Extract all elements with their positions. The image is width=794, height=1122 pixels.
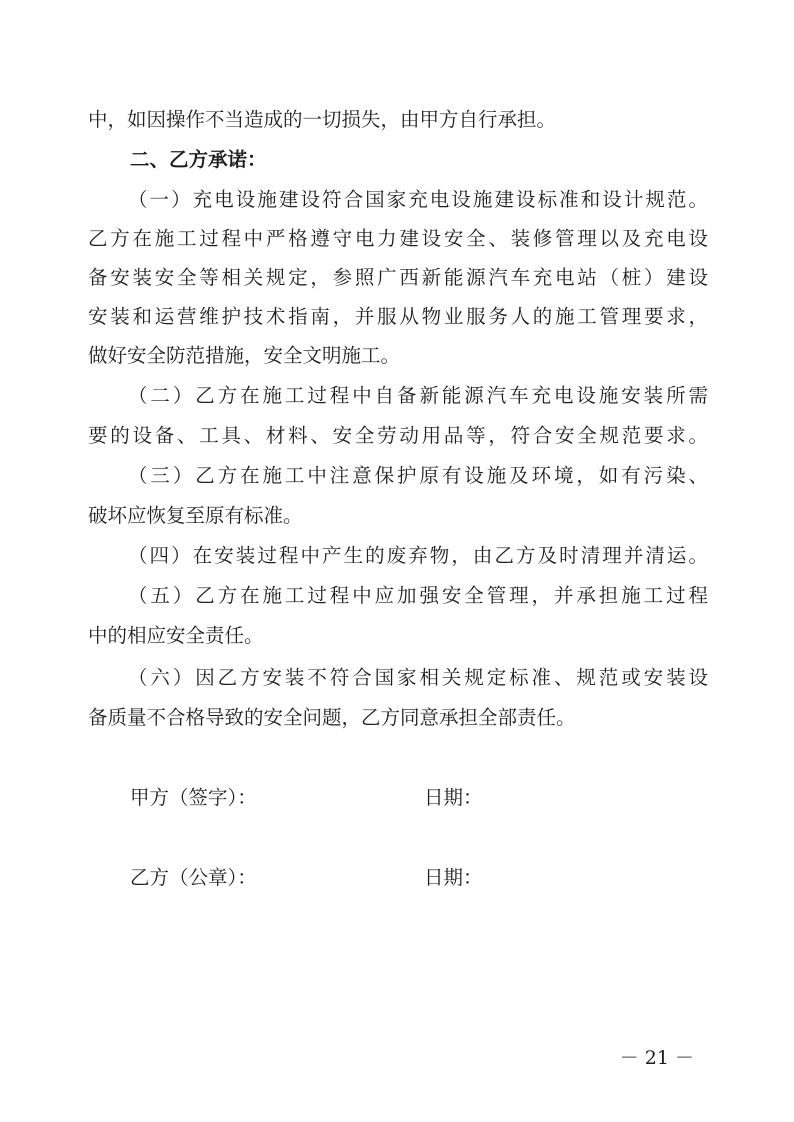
paragraph-line: 中的相应安全责任。 — [88, 624, 264, 647]
paragraph-line: 乙方在施工过程中严格遵守电力建设安全、装修管理以及充电设 — [88, 227, 708, 250]
paragraph-line: 中，如因操作不当造成的一切损失，由甲方自行承担。 — [88, 108, 557, 131]
paragraph-line: 备质量不合格导致的安全问题，乙方同意承担全部责任。 — [88, 706, 576, 729]
paragraph-line: （三）乙方在施工中注意保护原有设施及环境，如有污染、 — [128, 464, 708, 487]
party-a-signature-label: 甲方（签字）： — [130, 786, 257, 809]
paragraph-line: （二）乙方在施工过程中自备新能源汽车充电设施安装所需 — [128, 384, 708, 407]
paragraph-line: 破坏应恢复至原有标准。 — [88, 504, 303, 527]
section-heading: 二、乙方承诺： — [130, 148, 267, 171]
paragraph-line: （六）因乙方安装不符合国家相关规定标准、规范或安装设 — [128, 666, 708, 689]
paragraph-line: （一）充电设施建设符合国家充电设施建设标准和设计规范。 — [128, 188, 708, 211]
paragraph-line: （四）在安装过程中产生的废弃物，由乙方及时清理并清运。 — [128, 544, 708, 567]
paragraph-line: 安装和运营维护技术指南，并服从物业服务人的施工管理要求， — [88, 305, 708, 328]
paragraph-line: 做好安全防范措施，安全文明施工。 — [88, 344, 401, 367]
party-b-seal-label: 乙方（公章）： — [130, 866, 257, 889]
page-number: － 21 － — [619, 1047, 694, 1069]
party-b-date-label: 日期： — [424, 866, 483, 889]
paragraph-line: 备安装安全等相关规定，参照广西新能源汽车充电站（桩）建设 — [88, 266, 708, 289]
paragraph-line: （五）乙方在施工过程中应加强安全管理，并承担施工过程 — [128, 584, 708, 607]
paragraph-line: 要的设备、工具、材料、安全劳动用品等，符合安全规范要求。 — [88, 424, 708, 447]
party-a-date-label: 日期： — [424, 786, 483, 809]
